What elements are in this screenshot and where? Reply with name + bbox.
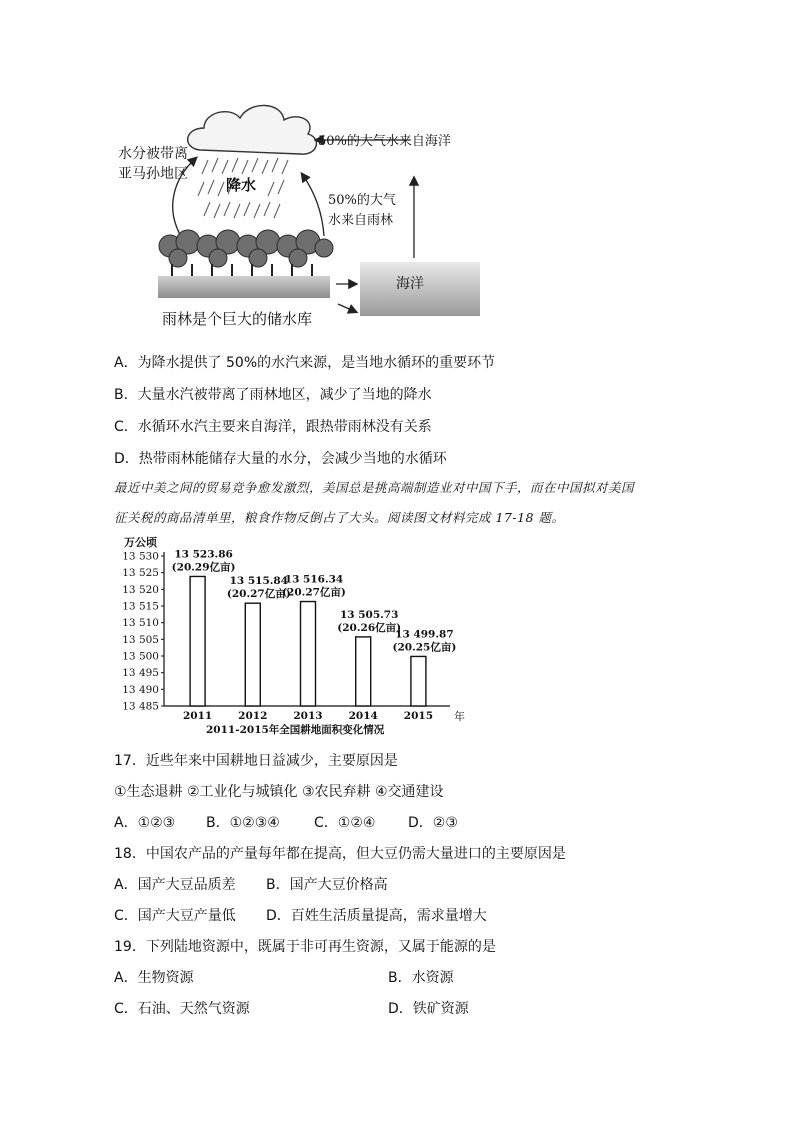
left-label-2: 亚马孙地区 bbox=[118, 166, 188, 182]
q19-stem: 19．下列陆地资源中，既属于非可再生资源，又属于能源的是 bbox=[114, 939, 496, 955]
q16-option-a: A．为降水提供了 50%的水汽来源，是当地水循环的重要环节 bbox=[114, 355, 496, 371]
q18-option-d: D．百姓生活质量提高，需求量增大 bbox=[266, 908, 487, 924]
water-cycle-diagram bbox=[112, 98, 488, 342]
q16-option-c: C．水循环水汽主要来自海洋，跟热带雨林没有关系 bbox=[114, 419, 432, 435]
y-tick-label: 13 500 bbox=[122, 650, 159, 663]
q17-option-d: D．②③ bbox=[408, 815, 458, 831]
y-tick-label: 13 485 bbox=[122, 700, 159, 713]
bar-sub-label: (20.27亿亩) bbox=[226, 588, 291, 601]
y-tick-label: 13 515 bbox=[122, 600, 159, 613]
bar-sub-label: (20.27亿亩) bbox=[282, 586, 346, 599]
rain-label: 降水 bbox=[226, 176, 257, 194]
q19-option-a: A．生物资源 bbox=[114, 970, 194, 986]
y-tick-label: 13 495 bbox=[122, 667, 159, 680]
x-tick-label: 2011 bbox=[182, 710, 213, 722]
x-axis-unit: 年 bbox=[454, 710, 465, 723]
bar-value-label: 13 516.34 bbox=[284, 573, 344, 586]
bar-value-label: 13 523.86 bbox=[174, 548, 233, 561]
tree-trunks bbox=[172, 264, 312, 278]
intro-line-2: 征关税的商品清单里，粮食作物反倒占了大头。阅读图文材料完成 17-18 题。 bbox=[114, 510, 565, 525]
bar bbox=[245, 603, 260, 706]
cloud-shape bbox=[188, 105, 317, 154]
bar-sub-label: (20.29亿亩) bbox=[171, 561, 236, 574]
y-tick-label: 13 510 bbox=[122, 617, 159, 630]
y-axis-unit: 万公顷 bbox=[124, 536, 157, 549]
q18-option-c: C．国产大豆产量低 bbox=[114, 908, 236, 924]
q18-option-a: A．国产大豆品质差 bbox=[114, 877, 236, 893]
bar bbox=[190, 576, 205, 706]
q19-option-b: B．水资源 bbox=[388, 970, 454, 986]
bar bbox=[411, 656, 426, 706]
rainforest-trees bbox=[159, 230, 333, 267]
y-tick-label: 13 530 bbox=[122, 550, 159, 563]
bar-value-label: 13 499.87 bbox=[395, 628, 454, 641]
y-tick-label: 13 505 bbox=[122, 633, 159, 646]
x-tick-label: 2012 bbox=[238, 710, 268, 722]
chart-title: 2011-2015年全国耕地面积变化情况 bbox=[206, 724, 385, 736]
mid-label-2: 水来自雨林 bbox=[328, 213, 394, 228]
x-tick-label: 2014 bbox=[348, 710, 378, 722]
farmland-bar-chart bbox=[112, 534, 472, 738]
ground-to-ocean-arrow-2 bbox=[338, 304, 356, 312]
q16-option-b: B．大量水汽被带离了雨林地区，减少了当地的降水 bbox=[114, 387, 432, 403]
q17-choices: ①生态退耕 ②工业化与城镇化 ③农民弃耕 ④交通建设 bbox=[114, 784, 444, 800]
left-label-1: 水分被带离 bbox=[118, 146, 188, 162]
x-tick-label: 2013 bbox=[293, 710, 323, 722]
q19-option-d: D．铁矿资源 bbox=[388, 1001, 469, 1017]
q16-option-d: D．热带雨林能储存大量的水分，会减少当地的水循环 bbox=[114, 451, 447, 467]
bar-value-label: 13 505.73 bbox=[339, 608, 399, 621]
y-tick-label: 13 490 bbox=[122, 683, 159, 696]
rainforest-to-cloud-arrow bbox=[302, 174, 324, 236]
q17-option-c: C．①②④ bbox=[314, 815, 376, 831]
bar bbox=[356, 637, 371, 706]
bar-sub-label: (20.26亿亩) bbox=[337, 621, 402, 634]
rainforest-ground bbox=[158, 276, 330, 298]
intro-line-1: 最近中美之间的贸易竞争愈发激烈，美国总是挑高端制造业对中国下手，而在中国拟对美国 bbox=[114, 480, 635, 495]
bar-sub-label: (20.25亿亩) bbox=[392, 641, 457, 654]
top-right-label: 50%的大气水来自海洋 bbox=[318, 134, 451, 149]
q19-option-c: C．石油、天然气资源 bbox=[114, 1001, 250, 1017]
q18-stem: 18．中国农产品的产量每年都在提高，但大豆仍需大量进口的主要原因是 bbox=[114, 846, 566, 862]
x-tick-label: 2015 bbox=[403, 710, 434, 722]
mid-label-1: 50%的大气 bbox=[328, 193, 396, 208]
q17-option-b: B．①②③④ bbox=[206, 815, 280, 831]
bar-value-label: 13 515.84 bbox=[229, 575, 289, 588]
bar bbox=[301, 602, 316, 706]
q17-stem: 17．近些年来中国耕地日益减少，主要原因是 bbox=[114, 753, 398, 769]
y-tick-label: 13 520 bbox=[122, 583, 159, 596]
bottom-label: 雨林是个巨大的储水库 bbox=[162, 310, 313, 328]
q18-option-b: B．国产大豆价格高 bbox=[266, 877, 388, 893]
q17-option-a: A．①②③ bbox=[114, 815, 176, 831]
ocean-label: 海洋 bbox=[396, 276, 424, 292]
y-tick-label: 13 525 bbox=[122, 567, 159, 580]
